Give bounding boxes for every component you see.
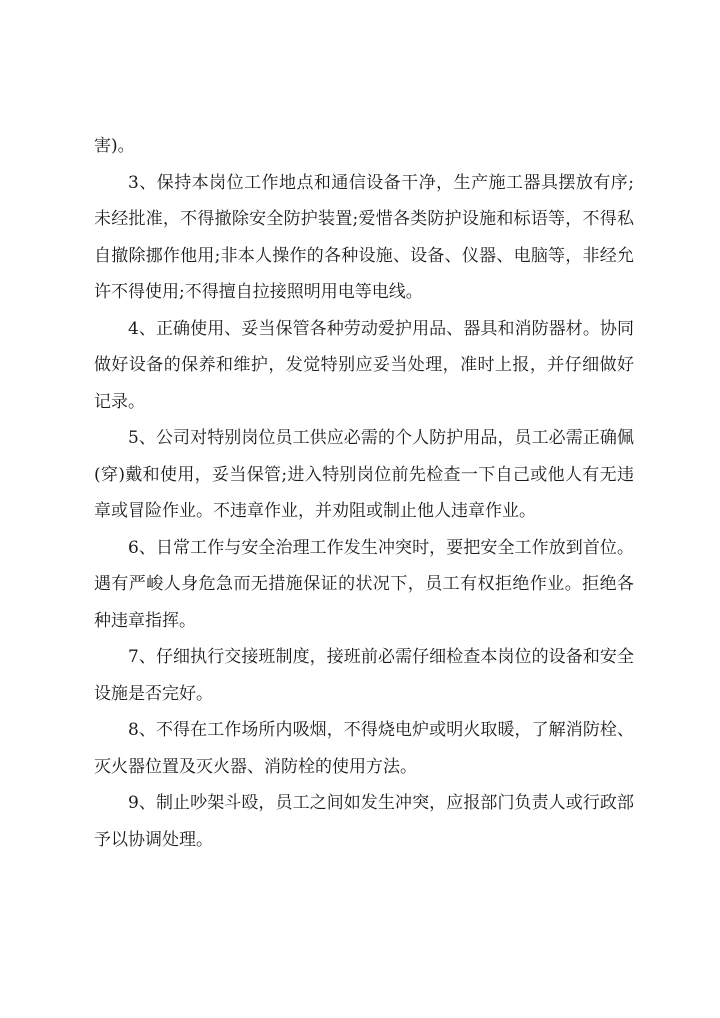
paragraph-item-6: 6、日常工作与安全治理工作发生冲突时，要把安全工作放到首位。遇有严峻人身危急而无措施保证的状况下，员工有权拒绝作业。拒绝各种违章指挥。: [94, 537, 634, 631]
paragraph-item-3: 3、保持本岗位工作地点和通信设备干净，生产施工器具摆放有序;未经批准，不得撤除安全防护装置;爱惜各类防护设施和标语等，不得私自撤除挪作他用;非本人操作的各种设施、设备、仪器、电脑等，非经允许不得使用;不得擅自拉接照明用电等电线。: [94, 172, 634, 302]
paragraph-continued: 害)。: [94, 136, 135, 156]
paragraph-item-4: 4、正确使用、妥当保管各种劳动爱护用品、器具和消防器材。协同做好设备的保养和维护，发觉特别应妥当处理，准时上报，并仔细做好记录。: [94, 318, 634, 412]
document-body: [94, 128, 634, 858]
paragraph-item-9: 9、制止吵架斗殴，员工之间如发生冲突，应报部门负责人或行政部予以协调处理。: [94, 793, 634, 850]
paragraph-item-7: 7、仔细执行交接班制度，接班前必需仔细检查本岗位的设备和安全设施是否完好。: [94, 647, 634, 704]
paragraph-item-5: 5、公司对特别岗位员工供应必需的个人防护用品，员工必需正确佩(穿)戴和使用，妥当保管;进入特别岗位前先检查一下自己或他人有无违章或冒险作业。不违章作业，并劝阻或制止他人违章作业。: [94, 428, 634, 521]
paragraph-item-8: 8、不得在工作场所内吸烟，不得烧电炉或明火取暖，了解消防栓、灭火器位置及灭火器、消防栓的使用方法。: [94, 720, 634, 777]
